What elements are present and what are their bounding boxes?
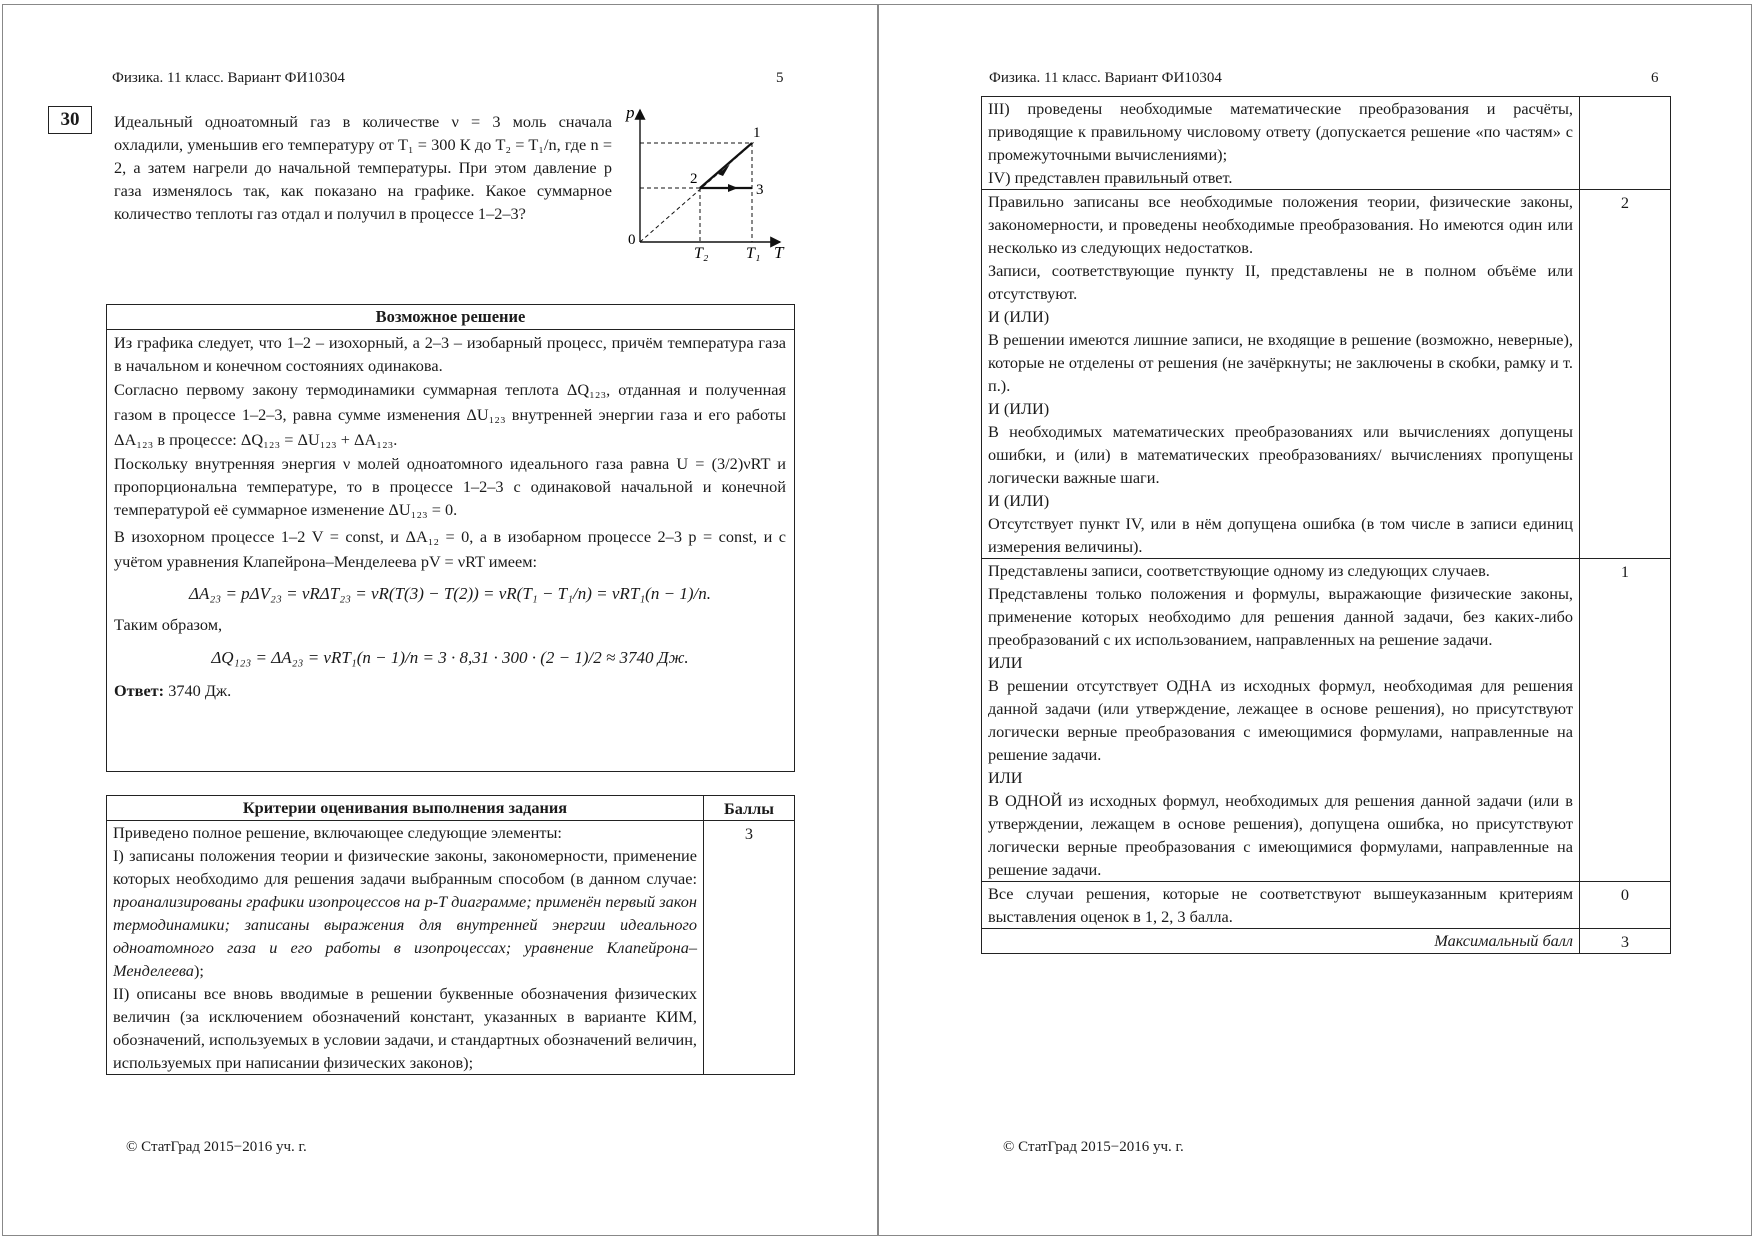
criteria-header-row: [107, 796, 795, 821]
criteria-0pts-points: 0: [1580, 882, 1671, 929]
criteria-row-3pts: [107, 821, 795, 1075]
tick-t2: T₂: [694, 245, 709, 262]
criteria-2pts-p3: В решении имеются лишние записи, не входящие в решение (возможно, неверные), которые не отделены от решения (не зачёркнуты; не заключены в скобки, рамку и т. п.).: [988, 330, 1573, 395]
footer-left: © СтатГрад 2015−2016 уч. г.: [126, 1139, 307, 1155]
formula-heat: ΔQ₁₂₃ = ΔA₂₃ = νRT₁(n − 1)/n = 3 · 8,31 · 300 · (2 − 1)/2 ≈ 3740 Дж.: [211, 648, 689, 667]
criteria-table-right: [981, 96, 1671, 954]
max-score-label: Максимальный балл: [982, 929, 1580, 954]
criteria-3pts-cont-points: [1580, 97, 1671, 190]
criteria-3pts-text: [107, 821, 704, 1075]
criteria-2pts-p1: Правильно записаны все необходимые положения теории, физические законы, закономерности, и проведены необходимые преобразования. Но имеются один или несколько из следующих недостатков.: [988, 192, 1573, 257]
max-score-points: 3: [1580, 929, 1671, 954]
criteria-2pts-points: 2: [1580, 190, 1671, 559]
y-axis-label: p: [626, 104, 635, 122]
solution-box: [106, 304, 795, 772]
criteria-3pts-intro: Приведено полное решение, включающее следующие элементы:: [113, 823, 562, 842]
criteria-3pts-item-i: [113, 844, 697, 982]
criteria-row-3pts-cont: [982, 97, 1671, 190]
page-number-right: 6: [1651, 70, 1659, 86]
criteria-3pts-points: 3: [704, 821, 795, 1075]
solution-paragraph-3: Поскольку внутренняя энергия ν молей одноатомного идеального газа равна U = (3/2)νRT и пропорциональна температуре, то в процессе 1–2–3 с одинаковой начальной и конечной температурой её суммарное изменение ΔU₁₂₃ = 0.: [114, 454, 786, 519]
criteria-3pts-item-iv: IV) представлен правильный ответ.: [988, 168, 1233, 187]
criteria-0pts-text: Все случаи решения, которые не соответствуют вышеуказанным критериям выставления оценок в 1, 2, 3 балла.: [982, 882, 1580, 929]
criteria-1pt-text: [982, 559, 1580, 882]
criteria-2pts-p4: В необходимых математических преобразованиях или вычислениях допущены ошибки, и (или) в математических преобразованиях/ вычислениях пропущены логически важные шаги.: [988, 422, 1573, 487]
criteria-header: Критерии оценивания выполнения задания: [107, 796, 704, 821]
criteria-1pt-p3: В решении отсутствует ОДНА из исходных формул, необходимая для решения данной задачи (или утверждение, лежащее в основе решения), но присутствуют логически верные преобразования с имеющимися формулами, направленные на решение задачи.: [988, 676, 1573, 764]
solution-paragraph-1: Из графика следует, что 1–2 – изохорный, а 2–3 – изобарный процесс, причём температура газа в начальном и конечном состояниях одинакова.: [114, 333, 786, 375]
criteria-table-left: [106, 795, 795, 1075]
solution-title: Возможное решение: [107, 305, 794, 330]
criteria-1pt-points: 1: [1580, 559, 1671, 882]
x-axis-label: T: [774, 243, 784, 262]
tick-t1: T₁: [746, 245, 761, 262]
solution-body: [107, 330, 794, 702]
task-text: Идеальный одноатомный газ в количестве ν = 3 моль сначала охладили, уменьшив его температуру от T₁ = 300 К до T₂ = T₁/n, где n = 2, а затем нагрели до начальной температуры. При этом давление p газа изменялось так, как показано на графике. Какое суммарное количество теплоты газ отдал и получил в процессе 1–2–3?: [114, 112, 612, 223]
answer-value: 3740 Дж.: [168, 681, 232, 700]
point-1-label: 1: [753, 125, 761, 141]
criteria-1pt-or1: ИЛИ: [988, 653, 1023, 672]
criteria-row-2pts: [982, 190, 1671, 559]
pt-graph: [622, 104, 792, 270]
item-i-end: );: [193, 961, 204, 980]
criteria-1pt-p1: Представлены записи, соответствующие одному из следующих случаев.: [988, 561, 1490, 580]
criteria-3pts-cont-text: [982, 97, 1580, 190]
criteria-3pts-item-iii: III) проведены необходимые математические преобразования и расчёты, приводящие к правильному числовому ответу (допускается решение «по частям» с промежуточными вычислениями);: [988, 99, 1573, 164]
points-header: Баллы: [704, 796, 795, 821]
criteria-3pts-item-ii: II) описаны все вновь вводимые в решении буквенные обозначения физических величин (за исключением обозначений констант, указанных в варианте КИМ, обозначений, используемых в условии задачи, и стандартных обозначений величин, используемых при написании физических законов);: [113, 984, 697, 1072]
solution-paragraph-5: Таким образом,: [114, 615, 223, 634]
point-2-label: 2: [690, 171, 698, 187]
criteria-row-1pt: [982, 559, 1671, 882]
item-i-italic: проанализированы графики изопроцессов на p-T диаграмме; применён первый закон термодинамики; записаны выражения для внутренней энергии идеального одноатомного газа и его работы в изопроцессах; уравнение Клапейрона–Менделеева: [113, 892, 697, 980]
point-3-label: 3: [756, 182, 764, 198]
criteria-1pt-p4: В ОДНОЙ из исходных формул, необходимых для решения данной задачи (или в утверждении, лежащем в основе решения), допущена ошибка, но присутствуют логически верные преобразования с имеющимися формулами, направленные на решение задачи.: [988, 791, 1573, 879]
origin-label: 0: [628, 232, 636, 248]
criteria-2pts-or1: И (ИЛИ): [988, 307, 1050, 326]
criteria-2pts-p2: Записи, соответствующие пункту II, представлены не в полном объёме или отсутствуют.: [988, 261, 1573, 303]
item-i-text: I) записаны положения теории и физические законы, закономерности, применение которых необходимо для решения задачи выбранным способом (в данном случае:: [113, 846, 697, 888]
page-number-left: 5: [776, 70, 784, 86]
solution-paragraph-4: В изохорном процессе 1–2 V = const, и ΔA₁₂ = 0, а в изобарном процессе 2–3 p = const, и с учётом уравнения Клапейрона–Менделеева pV = νRT имеем:: [114, 527, 786, 571]
criteria-2pts-text: [982, 190, 1580, 559]
criteria-2pts-p5: Отсутствует пункт IV, или в нём допущена ошибка (в том числе в записи единиц измерения величины).: [988, 514, 1573, 556]
criteria-2pts-or3: И (ИЛИ): [988, 491, 1050, 510]
answer-label: Ответ:: [114, 681, 165, 700]
arrow-2-3: [728, 184, 738, 192]
process-1-2: [700, 143, 752, 188]
solution-answer: [114, 679, 786, 702]
solution-paragraph-2: Согласно первому закону термодинамики суммарная теплота ΔQ₁₂₃, отданная и полученная газом в процессе 1–2–3, равна сумме изменения ΔU₁₂₃ внутренней энергии газа и его работы ΔA₁₂₃ в процессе: ΔQ₁₂₃ = ΔU₁₂₃ + ΔA₁₂₃.: [114, 380, 786, 449]
criteria-2pts-or2: И (ИЛИ): [988, 399, 1050, 418]
criteria-row-max: [982, 929, 1671, 954]
criteria-row-0pts: [982, 882, 1671, 929]
footer-right: © СтатГрад 2015−2016 уч. г.: [1003, 1139, 1184, 1155]
page-header-right: Физика. 11 класс. Вариант ФИ10304: [989, 70, 1222, 86]
task-number: [48, 106, 92, 134]
page-header-left: Физика. 11 класс. Вариант ФИ10304: [112, 70, 345, 86]
criteria-1pt-p2: Представлены только положения и формулы, выражающие физические законы, применение которых необходимо для решения данной задачи, без каких-либо преобразований с их использованием, направленных на решение задачи.: [988, 584, 1573, 649]
criteria-1pt-or2: ИЛИ: [988, 768, 1023, 787]
formula-work: ΔA₂₃ = pΔV₂₃ = νRΔT₂₃ = νR(T(3) − T(2)) = νR(T₁ − T₁/n) = νRT₁(n − 1)/n.: [189, 584, 711, 603]
task-number-text: 30: [60, 109, 80, 130]
